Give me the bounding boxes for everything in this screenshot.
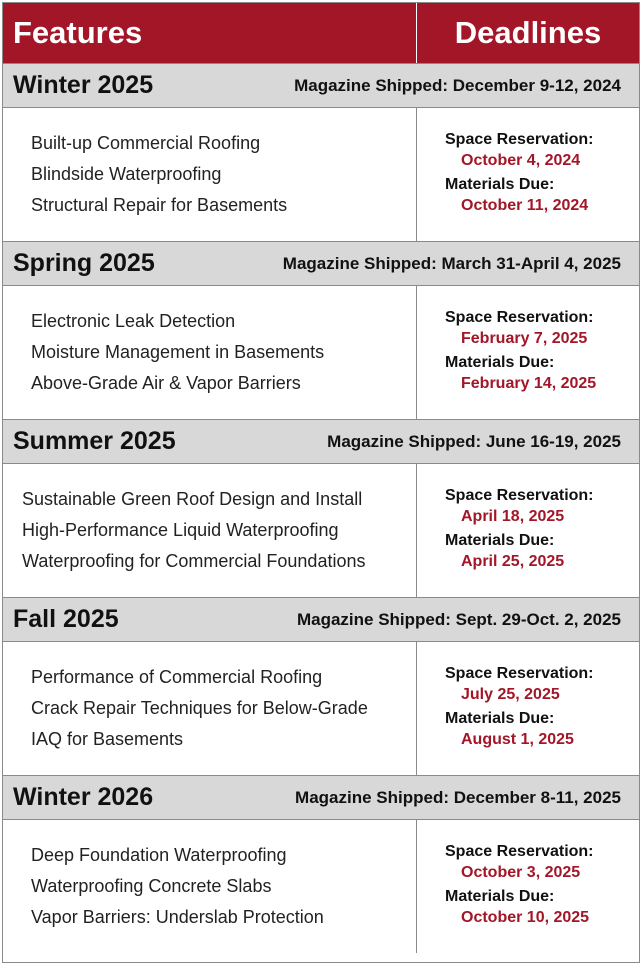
materials-due-label: Materials Due: [445, 887, 555, 905]
deadline-list [417, 820, 639, 953]
materials-due-label: Materials Due: [445, 353, 555, 371]
season-name: Summer 2025 [13, 427, 176, 455]
feature-item: High-Performance Liquid Waterproofing [22, 520, 339, 540]
feature-item: Crack Repair Techniques for Below-Grade [31, 698, 368, 718]
magazine-shipped: Magazine Shipped: December 8-11, 2025 [295, 787, 621, 807]
season-body [3, 108, 639, 241]
season-body [3, 286, 639, 419]
materials-due-label: Materials Due: [445, 709, 555, 727]
season-section [3, 597, 639, 775]
space-reservation-date: April 18, 2025 [461, 507, 565, 525]
season-bar [3, 597, 639, 642]
season-bar [3, 63, 639, 108]
feature-item: Blindside Waterproofing [31, 164, 222, 184]
magazine-shipped: Magazine Shipped: Sept. 29-Oct. 2, 2025 [296, 609, 621, 629]
feature-list [3, 642, 417, 775]
space-reservation-label: Space Reservation: [445, 842, 594, 860]
space-reservation-label: Space Reservation: [445, 486, 594, 504]
feature-item: Sustainable Green Roof Design and Install [22, 489, 363, 509]
deadline-list [417, 108, 639, 241]
materials-due-label: Materials Due: [445, 531, 555, 549]
space-reservation-date: July 25, 2025 [461, 685, 560, 703]
feature-item: Waterproofing Concrete Slabs [31, 876, 272, 896]
season-body [3, 464, 639, 597]
materials-due-date: October 11, 2024 [461, 196, 589, 214]
feature-item: Waterproofing for Commercial Foundations [22, 551, 366, 571]
feature-list [3, 286, 417, 419]
space-reservation-label: Space Reservation: [445, 664, 594, 682]
feature-item: Structural Repair for Basements [31, 195, 288, 215]
space-reservation-date: October 3, 2025 [461, 863, 581, 881]
feature-item: Electronic Leak Detection [31, 311, 236, 331]
season-bar [3, 419, 639, 464]
feature-item: Vapor Barriers: Underslab Protection [31, 907, 324, 927]
materials-due-date: October 10, 2025 [461, 908, 590, 926]
deadline-list [417, 286, 639, 419]
deadline-list [417, 464, 639, 597]
feature-list [3, 820, 417, 953]
materials-due-date: August 1, 2025 [461, 730, 574, 748]
feature-item: Built-up Commercial Roofing [31, 133, 261, 153]
features-header: Features [3, 3, 417, 63]
feature-item: Moisture Management in Basements [31, 342, 325, 362]
space-reservation-date: October 4, 2024 [461, 151, 581, 169]
space-reservation-date: February 7, 2025 [461, 329, 588, 347]
season-section [3, 241, 639, 419]
feature-list [3, 108, 417, 241]
season-name: Winter 2025 [13, 71, 154, 99]
season-bar [3, 775, 639, 820]
feature-list [3, 464, 417, 597]
season-section [3, 63, 639, 241]
season-name: Spring 2025 [13, 249, 155, 277]
season-name: Winter 2026 [13, 783, 154, 811]
deadline-list [417, 642, 639, 775]
magazine-shipped: Magazine Shipped: June 16-19, 2025 [327, 431, 621, 451]
space-reservation-label: Space Reservation: [445, 130, 594, 148]
editorial-calendar-table [2, 2, 640, 963]
season-body [3, 820, 639, 953]
table-header [3, 3, 639, 63]
feature-item: Performance of Commercial Roofing [31, 667, 323, 687]
feature-item: Above-Grade Air & Vapor Barriers [31, 373, 301, 393]
season-section [3, 775, 639, 953]
magazine-shipped: Magazine Shipped: December 9-12, 2024 [294, 75, 621, 95]
materials-due-date: April 25, 2025 [461, 552, 565, 570]
feature-item: Deep Foundation Waterproofing [31, 845, 287, 865]
space-reservation-label: Space Reservation: [445, 308, 594, 326]
feature-item: IAQ for Basements [31, 729, 184, 749]
season-bar [3, 241, 639, 286]
season-body [3, 642, 639, 775]
deadlines-header: Deadlines [454, 15, 602, 50]
season-name: Fall 2025 [13, 605, 119, 633]
magazine-shipped: Magazine Shipped: March 31-April 4, 2025 [282, 253, 621, 273]
materials-due-label: Materials Due: [445, 175, 555, 193]
materials-due-date: February 14, 2025 [461, 374, 597, 392]
season-section [3, 419, 639, 597]
